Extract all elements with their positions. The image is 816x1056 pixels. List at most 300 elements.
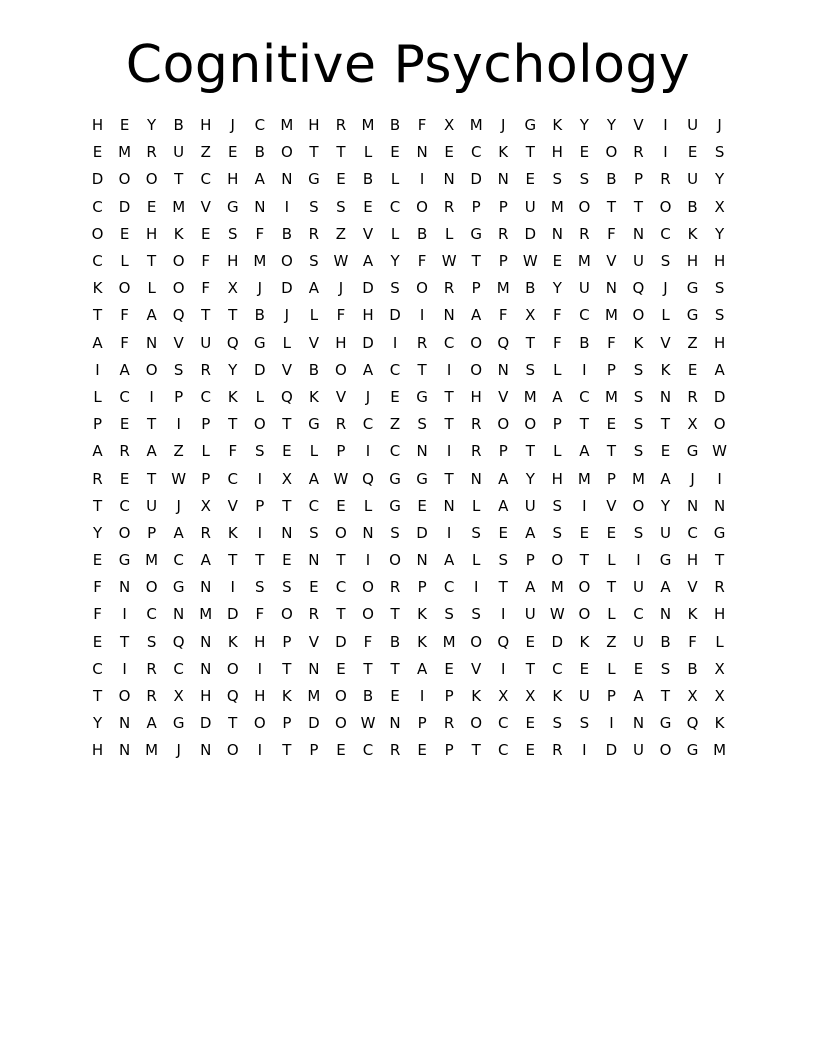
grid-letter: B xyxy=(173,116,184,135)
grid-letter: C xyxy=(119,387,130,406)
grid-letter: V xyxy=(498,387,509,406)
grid-letter: A xyxy=(362,360,374,379)
grid-letter: K xyxy=(579,632,590,651)
grid-letter: I xyxy=(257,523,263,542)
grid-letter: Y xyxy=(715,170,725,189)
grid-row xyxy=(84,275,734,302)
grid-letter: I xyxy=(230,578,235,597)
grid-letter: B xyxy=(416,224,428,243)
grid-letter: L xyxy=(93,387,102,406)
grid-letter: N xyxy=(605,279,618,298)
grid-letter: U xyxy=(173,143,185,162)
grid-letter: V xyxy=(308,333,320,352)
grid-letter: Y xyxy=(228,360,238,379)
grid-letter: T xyxy=(606,197,616,216)
grid-letter: D xyxy=(254,360,266,379)
grid-letter: E xyxy=(146,197,157,216)
grid-letter: B xyxy=(389,632,401,651)
grid-letter: G xyxy=(659,714,672,733)
grid-letter: X xyxy=(714,687,725,706)
grid-letter: T xyxy=(471,741,481,760)
grid-letter: P xyxy=(282,632,292,651)
grid-letter: A xyxy=(146,714,157,733)
grid-letter: O xyxy=(335,714,347,733)
grid-letter: T xyxy=(471,252,481,271)
grid-letter: F xyxy=(336,306,346,325)
grid-letter: L xyxy=(201,442,210,461)
grid-letter: L xyxy=(309,306,319,325)
grid-letter: S xyxy=(146,632,157,651)
grid-letter: J xyxy=(257,279,263,298)
grid-letter: W xyxy=(333,469,349,488)
grid-letter: T xyxy=(715,551,725,570)
grid-letter: T xyxy=(309,143,319,162)
grid-letter: O xyxy=(172,279,185,298)
grid-letter: S xyxy=(633,387,644,406)
grid-letter: K xyxy=(471,687,482,706)
grid-letter: T xyxy=(228,714,238,733)
grid-letter: I xyxy=(636,551,641,570)
grid-letter: E xyxy=(660,442,671,461)
grid-letter: C xyxy=(497,714,509,733)
grid-letter: I xyxy=(122,659,127,678)
grid-letter: N xyxy=(200,632,212,651)
grid-letter: S xyxy=(633,415,644,434)
grid-letter: A xyxy=(525,523,536,542)
grid-letter: M xyxy=(713,741,727,760)
grid-letter: F xyxy=(607,333,616,352)
grid-letter: Y xyxy=(92,714,103,733)
grid-letter: T xyxy=(92,306,103,325)
grid-letter: Y xyxy=(525,469,535,488)
grid-letter: F xyxy=(363,632,373,651)
grid-letter: X xyxy=(227,279,238,298)
grid-row xyxy=(84,411,734,438)
grid-letter: Q xyxy=(497,333,510,352)
grid-letter: T xyxy=(444,387,454,406)
grid-letter: O xyxy=(362,578,374,597)
grid-letter: I xyxy=(501,659,506,678)
grid-letter: S xyxy=(552,496,563,515)
grid-letter: N xyxy=(443,170,455,189)
grid-letter: K xyxy=(687,224,698,243)
grid-letter: F xyxy=(607,224,616,243)
grid-letter: R xyxy=(200,360,211,379)
grid-letter: N xyxy=(118,578,131,597)
grid-letter: D xyxy=(551,632,564,651)
grid-letter: R xyxy=(416,333,428,352)
grid-letter: H xyxy=(91,741,104,760)
grid-letter: E xyxy=(390,143,400,162)
grid-letter: L xyxy=(363,143,373,162)
grid-letter: E xyxy=(525,632,536,651)
grid-letter: Z xyxy=(173,442,184,461)
grid-letter: P xyxy=(309,741,319,760)
grid-letter: L xyxy=(309,442,319,461)
grid-letter: F xyxy=(255,224,265,243)
grid-letter: K xyxy=(498,143,509,162)
grid-letter: C xyxy=(173,659,184,678)
grid-letter: U xyxy=(660,523,671,542)
grid-letter: C xyxy=(335,578,347,597)
grid-letter: X xyxy=(687,415,698,434)
grid-letter: C xyxy=(119,496,130,515)
grid-letter: T xyxy=(417,360,427,379)
grid-letter: J xyxy=(717,116,722,135)
grid-letter: S xyxy=(660,659,671,678)
grid-letter: A xyxy=(552,387,563,406)
grid-letter: Q xyxy=(686,714,699,733)
grid-row xyxy=(84,357,734,384)
grid-letter: A xyxy=(633,687,644,706)
grid-letter: A xyxy=(579,442,590,461)
grid-letter: V xyxy=(308,632,320,651)
grid-letter: D xyxy=(91,170,104,189)
grid-letter: G xyxy=(118,551,131,570)
grid-letter: P xyxy=(147,523,157,542)
grid-letter: I xyxy=(365,442,371,461)
grid-row xyxy=(84,384,734,411)
grid-letter: O xyxy=(659,197,672,216)
grid-letter: Z xyxy=(687,333,698,352)
grid-letter: A xyxy=(254,170,265,189)
grid-letter: H xyxy=(470,387,482,406)
grid-letter: C xyxy=(470,143,482,162)
grid-letter: E xyxy=(336,659,346,678)
grid-letter: R xyxy=(443,714,455,733)
grid-letter: C xyxy=(362,741,374,760)
grid-letter: E xyxy=(552,252,563,271)
grid-letter: Y xyxy=(147,116,157,135)
grid-letter: O xyxy=(470,360,483,379)
grid-letter: T xyxy=(660,415,671,434)
grid-letter: K xyxy=(227,632,238,651)
grid-letter: V xyxy=(687,578,698,597)
grid-letter: X xyxy=(714,197,725,216)
grid-letter: C xyxy=(92,252,103,271)
grid-letter: O xyxy=(551,551,564,570)
grid-letter: E xyxy=(687,360,698,379)
grid-letter: V xyxy=(362,224,374,243)
grid-letter: N xyxy=(308,659,320,678)
grid-letter: H xyxy=(227,170,239,189)
grid-letter: N xyxy=(659,605,672,624)
grid-letter: B xyxy=(254,143,265,162)
grid-letter: L xyxy=(282,333,292,352)
grid-letter: C xyxy=(687,523,698,542)
grid-letter: G xyxy=(172,578,185,597)
grid-letter: C xyxy=(443,333,455,352)
grid-letter: N xyxy=(200,578,212,597)
grid-letter: Y xyxy=(579,116,589,135)
grid-letter: D xyxy=(713,387,726,406)
grid-letter: C xyxy=(254,116,266,135)
grid-letter: E xyxy=(390,387,400,406)
grid-letter: R xyxy=(552,741,563,760)
grid-letter: E xyxy=(282,442,292,461)
grid-letter: O xyxy=(253,714,266,733)
grid-letter: O xyxy=(605,143,618,162)
grid-letter: B xyxy=(281,224,292,243)
grid-letter: I xyxy=(582,360,587,379)
grid-letter: S xyxy=(552,523,563,542)
grid-letter: S xyxy=(552,170,563,189)
grid-letter: O xyxy=(389,551,401,570)
grid-letter: E xyxy=(119,415,130,434)
grid-letter: R xyxy=(579,224,590,243)
grid-letter: J xyxy=(690,469,695,488)
grid-letter: D xyxy=(470,170,482,189)
grid-letter: M xyxy=(280,116,294,135)
grid-letter: A xyxy=(714,360,725,379)
grid-letter: O xyxy=(632,496,645,515)
grid-letter: L xyxy=(607,551,616,570)
grid-letter: P xyxy=(606,687,616,706)
grid-letter: M xyxy=(118,143,132,162)
grid-letter: W xyxy=(522,252,538,271)
grid-row xyxy=(84,221,734,248)
grid-letter: O xyxy=(335,523,347,542)
grid-letter: P xyxy=(552,415,562,434)
grid-letter: K xyxy=(714,714,725,733)
grid-letter: N xyxy=(443,306,455,325)
grid-letter: P xyxy=(525,551,535,570)
grid-letter: K xyxy=(417,605,427,624)
grid-letter: T xyxy=(579,415,589,434)
grid-letter: E xyxy=(525,714,536,733)
grid-letter: O xyxy=(91,224,104,243)
grid-letter: Z xyxy=(335,224,347,243)
grid-letter: W xyxy=(360,714,376,733)
grid-letter: D xyxy=(308,714,320,733)
grid-letter: T xyxy=(498,578,508,597)
grid-letter: W xyxy=(712,442,728,461)
grid-letter: B xyxy=(362,687,374,706)
grid-letter: A xyxy=(525,578,536,597)
grid-letter: O xyxy=(118,523,131,542)
grid-letter: K xyxy=(633,333,644,352)
grid-letter: B xyxy=(579,333,590,352)
grid-letter: G xyxy=(172,714,185,733)
grid-letter: D xyxy=(362,279,374,298)
grid-letter: A xyxy=(660,469,671,488)
grid-letter: P xyxy=(282,714,292,733)
grid-letter: N xyxy=(632,224,645,243)
grid-letter: P xyxy=(498,197,508,216)
grid-letter: O xyxy=(172,252,185,271)
grid-letter: T xyxy=(282,415,292,434)
grid-letter: U xyxy=(200,333,212,352)
grid-letter: I xyxy=(609,714,614,733)
grid-letter: O xyxy=(118,170,131,189)
grid-letter: O xyxy=(713,415,726,434)
grid-letter: J xyxy=(365,387,371,406)
grid-letter: C xyxy=(579,306,590,325)
grid-row xyxy=(84,629,734,656)
grid-letter: G xyxy=(659,551,672,570)
grid-letter: I xyxy=(582,496,587,515)
grid-letter: I xyxy=(663,116,668,135)
grid-letter: I xyxy=(582,741,587,760)
grid-letter: K xyxy=(92,279,103,298)
grid-letter: C xyxy=(497,741,509,760)
grid-letter: I xyxy=(122,605,127,624)
grid-letter: I xyxy=(446,442,452,461)
grid-letter: D xyxy=(226,605,239,624)
grid-row xyxy=(84,656,734,683)
grid-letter: C xyxy=(173,551,184,570)
grid-letter: P xyxy=(255,496,265,515)
grid-letter: M xyxy=(172,197,186,216)
grid-letter: R xyxy=(389,578,401,597)
grid-letter: C xyxy=(200,170,211,189)
grid-letter: Q xyxy=(172,306,185,325)
grid-letter: Q xyxy=(226,333,239,352)
grid-letter: F xyxy=(417,116,427,135)
grid-row xyxy=(84,194,734,221)
grid-letter: I xyxy=(473,578,479,597)
grid-letter: K xyxy=(173,224,184,243)
grid-letter: H xyxy=(254,687,266,706)
grid-letter: E xyxy=(579,523,590,542)
grid-letter: O xyxy=(497,415,510,434)
grid-letter: O xyxy=(118,279,131,298)
grid-letter: L xyxy=(363,496,373,515)
grid-letter: C xyxy=(92,659,103,678)
grid-letter: T xyxy=(147,252,157,271)
grid-letter: U xyxy=(687,170,699,189)
grid-letter: L xyxy=(607,659,616,678)
grid-letter: E xyxy=(119,116,130,135)
grid-letter: X xyxy=(443,116,455,135)
grid-letter: L xyxy=(390,224,400,243)
grid-letter: K xyxy=(227,523,238,542)
grid-letter: S xyxy=(660,252,671,271)
grid-row xyxy=(84,465,734,492)
grid-letter: N xyxy=(551,224,563,243)
grid-letter: A xyxy=(416,659,428,678)
grid-letter: N xyxy=(362,523,374,542)
grid-letter: O xyxy=(578,605,591,624)
grid-letter: I xyxy=(419,170,425,189)
grid-letter: O xyxy=(335,687,347,706)
grid-letter: I xyxy=(149,387,154,406)
grid-letter: M xyxy=(145,741,159,760)
grid-letter: E xyxy=(687,143,698,162)
grid-letter: T xyxy=(606,442,616,461)
grid-letter: E xyxy=(525,170,536,189)
grid-letter: S xyxy=(309,197,319,216)
grid-letter: M xyxy=(199,605,213,624)
grid-letter: S xyxy=(173,360,184,379)
grid-letter: P xyxy=(498,442,508,461)
grid-letter: R xyxy=(335,116,347,135)
grid-letter: M xyxy=(550,578,564,597)
grid-letter: D xyxy=(199,714,212,733)
grid-letter: D xyxy=(389,306,401,325)
grid-letter: H xyxy=(713,252,726,271)
grid-letter: S xyxy=(227,224,238,243)
grid-letter: P xyxy=(498,252,508,271)
grid-row xyxy=(84,710,734,737)
grid-letter: H xyxy=(200,687,212,706)
grid-letter: E xyxy=(92,632,103,651)
grid-letter: G xyxy=(389,469,401,488)
grid-letter: P xyxy=(633,170,643,189)
grid-letter: K xyxy=(552,116,563,135)
grid-letter: Y xyxy=(606,116,616,135)
grid-letter: V xyxy=(633,116,644,135)
grid-letter: B xyxy=(308,360,320,379)
grid-letter: G xyxy=(524,116,537,135)
grid-letter: C xyxy=(389,197,401,216)
grid-letter: U xyxy=(146,496,158,515)
grid-letter: W xyxy=(441,252,457,271)
grid-letter: E xyxy=(228,143,238,162)
grid-letter: R xyxy=(443,197,455,216)
grid-letter: N xyxy=(200,741,212,760)
grid-letter: T xyxy=(525,333,535,352)
grid-letter: U xyxy=(578,687,590,706)
grid-letter: O xyxy=(362,605,374,624)
grid-letter: T xyxy=(174,170,184,189)
grid-letter: N xyxy=(686,496,699,515)
grid-letter: P xyxy=(444,687,454,706)
grid-letter: T xyxy=(606,578,616,597)
grid-letter: A xyxy=(146,306,157,325)
grid-row xyxy=(84,112,734,139)
grid-letter: B xyxy=(389,116,401,135)
grid-letter: N xyxy=(713,496,726,515)
grid-letter: N xyxy=(173,605,185,624)
grid-letter: T xyxy=(363,659,373,678)
grid-letter: S xyxy=(714,143,725,162)
grid-letter: L xyxy=(715,632,724,651)
grid-letter: U xyxy=(632,578,644,597)
grid-letter: R xyxy=(389,741,401,760)
grid-letter: T xyxy=(119,632,130,651)
grid-letter: S xyxy=(255,442,265,461)
grid-letter: E xyxy=(579,659,590,678)
grid-letter: R xyxy=(308,605,320,624)
grid-letter: O xyxy=(145,360,158,379)
grid-letter: M xyxy=(604,387,618,406)
grid-letter: B xyxy=(525,279,536,298)
grid-letter: K xyxy=(417,632,427,651)
grid-letter: P xyxy=(201,415,211,434)
grid-letter: H xyxy=(145,224,158,243)
grid-letter: I xyxy=(284,197,290,216)
grid-letter: L xyxy=(661,306,670,325)
grid-letter: B xyxy=(606,170,617,189)
grid-letter: E xyxy=(200,224,211,243)
grid-row xyxy=(84,520,734,547)
grid-letter: T xyxy=(444,415,454,434)
grid-letter: U xyxy=(632,632,644,651)
grid-letter: N xyxy=(632,714,645,733)
grid-letter: W xyxy=(171,469,187,488)
grid-letter: Q xyxy=(362,469,374,488)
grid-letter: T xyxy=(92,687,103,706)
grid-letter: B xyxy=(687,659,698,678)
page-title: Cognitive Psychology xyxy=(125,35,691,95)
grid-letter: H xyxy=(254,632,266,651)
grid-letter: U xyxy=(578,279,590,298)
grid-letter: O xyxy=(145,578,158,597)
grid-letter: Y xyxy=(390,252,400,271)
grid-letter: P xyxy=(444,741,454,760)
grid-letter: O xyxy=(659,741,672,760)
